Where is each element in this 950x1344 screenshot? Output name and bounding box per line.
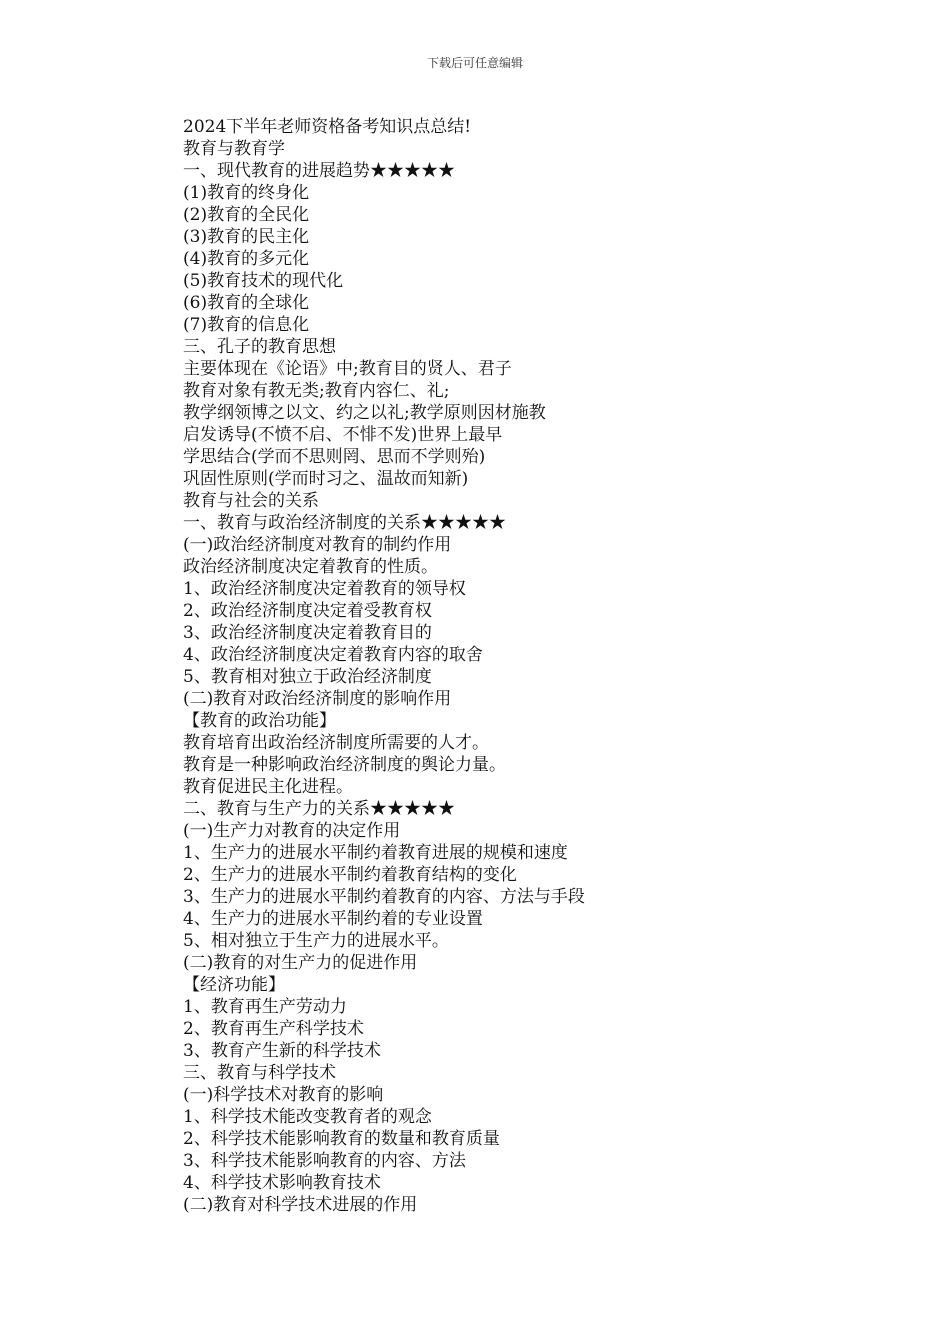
text-line: 2、教育再生产科学技术 bbox=[183, 1019, 364, 1039]
text-line: 2024下半年老师资格备考知识点总结! bbox=[183, 117, 472, 137]
text-line: (2)教育的全民化 bbox=[183, 205, 310, 225]
text-line: (7)教育的信息化 bbox=[183, 315, 310, 335]
text-line: 3、政治经济制度决定着教育目的 bbox=[183, 623, 432, 643]
text-line: (1)教育的终身化 bbox=[183, 183, 310, 203]
text-line: 教育对象有教无类;教育内容仁、礼; bbox=[183, 381, 450, 401]
text-line: 二、教育与生产力的关系★★★★★ bbox=[183, 799, 455, 819]
text-line: 三、教育与科学技术 bbox=[183, 1063, 336, 1083]
text-line: 3、教育产生新的科学技术 bbox=[183, 1041, 381, 1061]
text-line: 2、科学技术能影响教育的数量和教育质量 bbox=[183, 1129, 500, 1149]
text-line: (一)政治经济制度对教育的制约作用 bbox=[183, 535, 452, 555]
text-line: 2、生产力的进展水平制约着教育结构的变化 bbox=[183, 865, 517, 885]
text-line: 主要体现在《论语》中;教育目的贤人、君子 bbox=[183, 359, 512, 379]
text-line: 教育与教育学 bbox=[183, 139, 285, 159]
text-line: 一、现代教育的进展趋势★★★★★ bbox=[183, 161, 455, 181]
text-line: 巩固性原则(学而时习之、温故而知新) bbox=[183, 469, 469, 489]
text-line: (二)教育的对生产力的促进作用 bbox=[183, 953, 418, 973]
text-line: 教育培育出政治经济制度所需要的人才。 bbox=[183, 733, 489, 753]
text-line: 3、科学技术能影响教育的内容、方法 bbox=[183, 1151, 466, 1171]
text-line: 1、政治经济制度决定着教育的领导权 bbox=[183, 579, 466, 599]
text-line: (6)教育的全球化 bbox=[183, 293, 310, 313]
text-line: (二)教育对政治经济制度的影响作用 bbox=[183, 689, 452, 709]
document-body bbox=[183, 116, 883, 1216]
text-line: 教学纲领博之以文、约之以礼;教学原则因材施教 bbox=[183, 403, 546, 423]
text-line: (二)教育对科学技术进展的作用 bbox=[183, 1195, 418, 1215]
text-line: 教育与社会的关系 bbox=[183, 491, 319, 511]
text-line: 2、政治经济制度决定着受教育权 bbox=[183, 601, 432, 621]
text-line: (一)科学技术对教育的影响 bbox=[183, 1085, 384, 1105]
text-line: 【经济功能】 bbox=[183, 975, 285, 995]
text-line: 政治经济制度决定着教育的性质。 bbox=[183, 557, 438, 577]
text-line: 教育是一种影响政治经济制度的舆论力量。 bbox=[183, 755, 506, 775]
text-line: 3、生产力的进展水平制约着教育的内容、方法与手段 bbox=[183, 887, 585, 907]
text-line: 一、教育与政治经济制度的关系★★★★★ bbox=[183, 513, 506, 533]
text-line: 5、相对独立于生产力的进展水平。 bbox=[183, 931, 449, 951]
text-line: (3)教育的民主化 bbox=[183, 227, 310, 247]
text-line: (4)教育的多元化 bbox=[183, 249, 310, 269]
text-line: 三、孔子的教育思想 bbox=[183, 337, 336, 357]
text-line: 教育促进民主化进程。 bbox=[183, 777, 353, 797]
page-header: 下载后可任意编辑 bbox=[426, 56, 523, 70]
text-line: 4、科学技术影响教育技术 bbox=[183, 1173, 381, 1193]
text-line: 5、教育相对独立于政治经济制度 bbox=[183, 667, 432, 687]
text-line: (一)生产力对教育的决定作用 bbox=[183, 821, 401, 841]
text-line: 4、政治经济制度决定着教育内容的取舍 bbox=[183, 645, 483, 665]
text-line: 学思结合(学而不思则罔、思而不学则殆) bbox=[183, 447, 486, 467]
text-line: (5)教育技术的现代化 bbox=[183, 271, 344, 291]
text-line: 1、科学技术能改变教育者的观念 bbox=[183, 1107, 432, 1127]
text-line: 【教育的政治功能】 bbox=[183, 711, 336, 731]
text-line: 启发诱导(不愤不启、不悱不发)世界上最早 bbox=[183, 425, 503, 445]
text-line: 1、生产力的进展水平制约着教育进展的规模和速度 bbox=[183, 843, 568, 863]
text-line: 4、生产力的进展水平制约着的专业设置 bbox=[183, 909, 483, 929]
text-line: 1、教育再生产劳动力 bbox=[183, 997, 347, 1017]
